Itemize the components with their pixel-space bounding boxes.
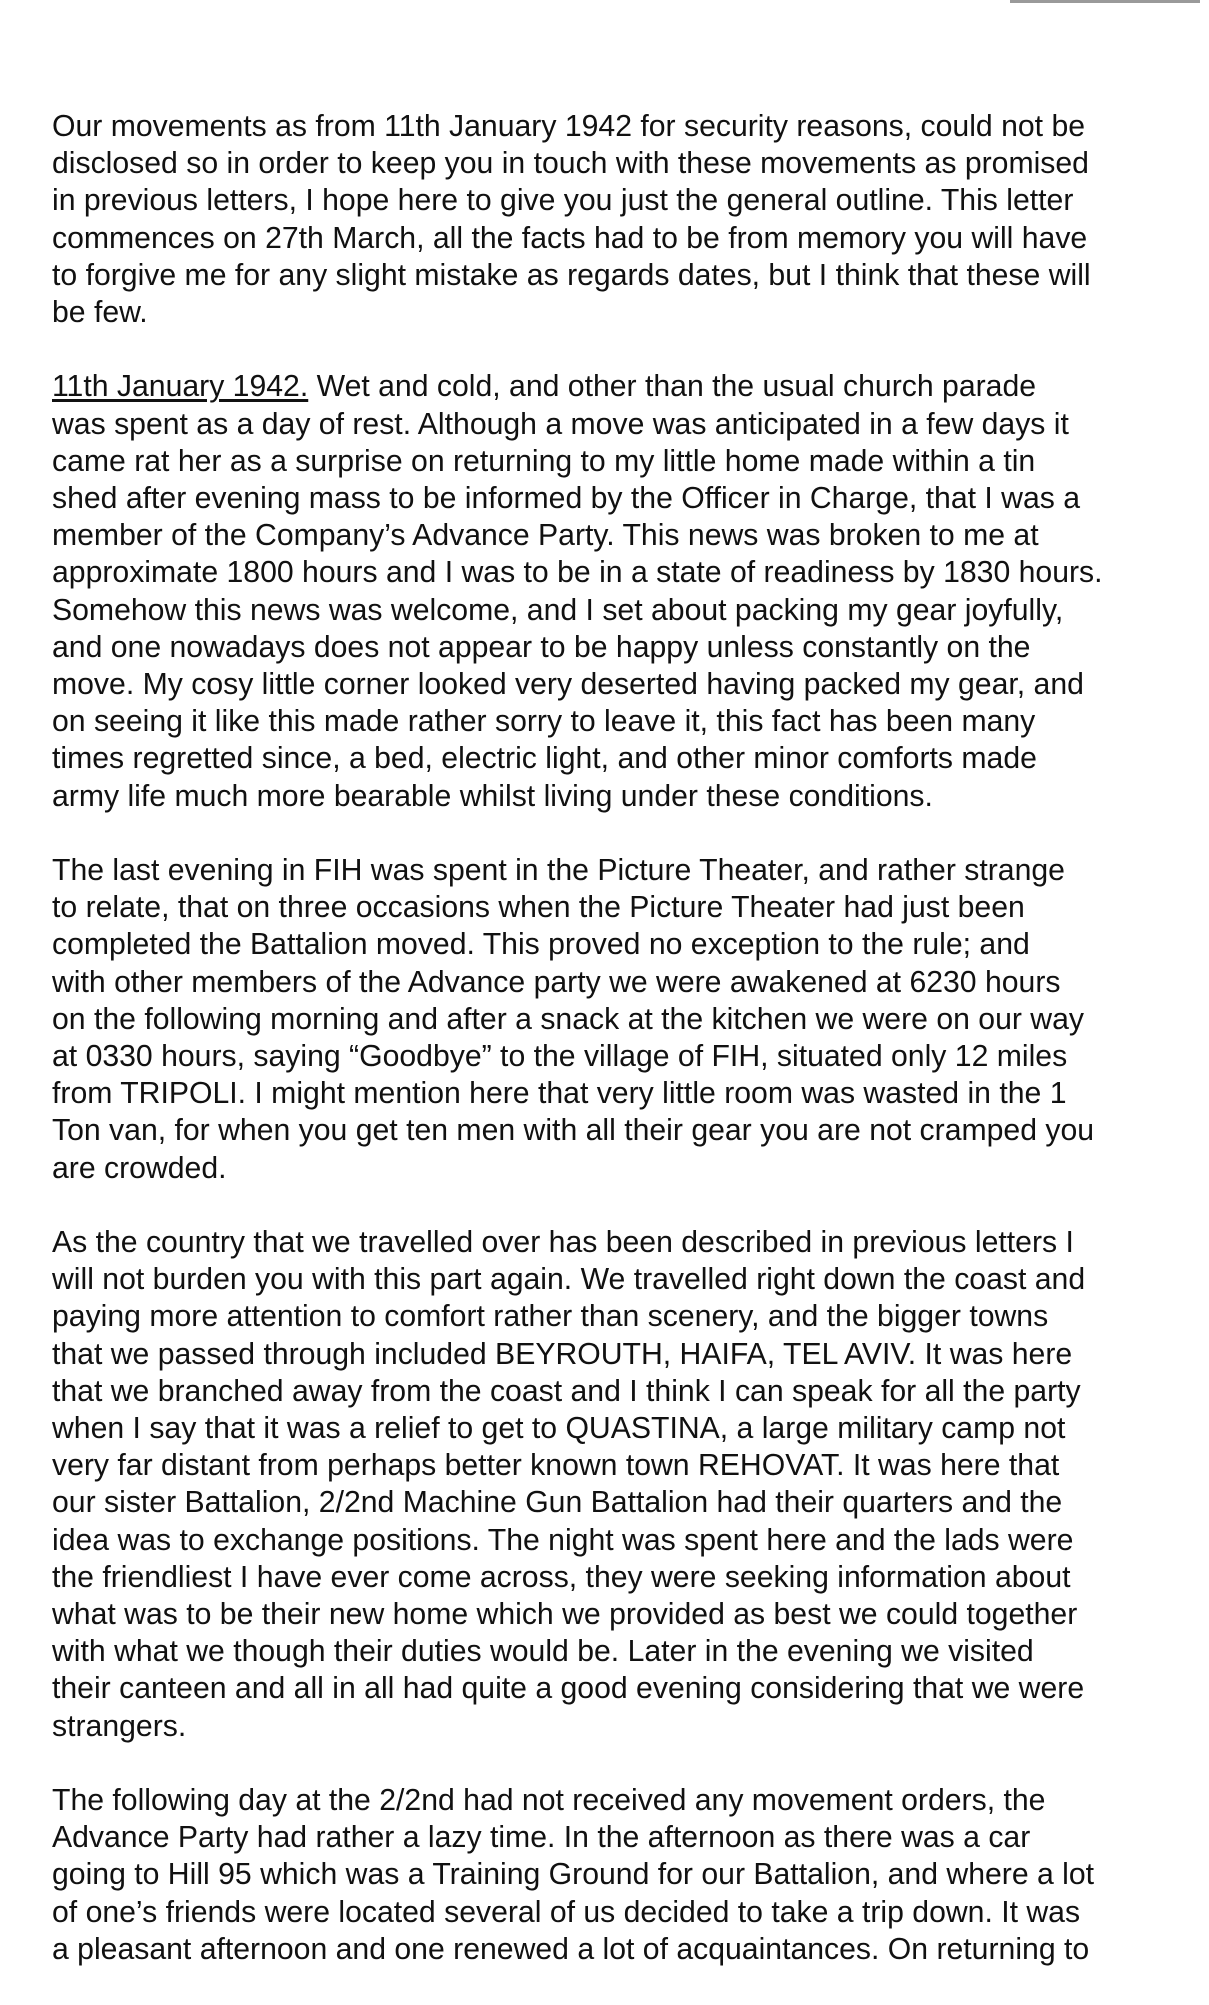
top-edge-rule [1010,0,1200,3]
text-line: their canteen and all in all had quite a good evening considering that we were [52,1672,1085,1706]
text-line: will not burden you with this part again. We travelled right down the coast and [52,1263,1086,1297]
text-line: move. My cosy little corner looked very deserted having packed my gear, and [52,668,1084,702]
text-line: shed after evening mass to be informed by the Officer in Charge, that I was a [52,482,1081,516]
text-line: times regretted since, a bed, electric light, and other minor comforts made [52,742,1037,776]
text-line: in previous letters, I hope here to give you just the general outline. This letter [52,184,1074,218]
paragraph-last-evening [52,852,1172,1187]
text-line: army life much more bearable whilst living under these conditions. [52,779,933,813]
text-line: was spent as a day of rest. Although a move was anticipated in a few days it [52,407,1069,441]
text-line: paying more attention to comfort rather than scenery, and the bigger towns [52,1300,1049,1334]
text-line [52,368,1172,405]
text-line: what was to be their new home which we provided as best we could together [52,1598,1078,1632]
text-line: came rat her as a surprise on returning to my little home made within a tin [52,444,1036,478]
letter-body [52,108,1172,2005]
paragraph-intro [52,108,1172,331]
text-line: the friendliest I have ever come across, they were seeking information about [52,1560,1071,1594]
paragraph-country [52,1224,1172,1745]
text-line: are crowded. [52,1151,227,1185]
text-line: disclosed so in order to keep you in touch with these movements as promised [52,147,1089,181]
text-line: our sister Battalion, 2/2nd Machine Gun Battalion had their quarters and the [52,1486,1063,1520]
text-line: commences on 27th March, all the facts had to be from memory you will have [52,221,1088,255]
text-line: The last evening in FIH was spent in the Picture Theater, and rather strange [52,854,1065,888]
text-line: Ton van, for when you get ten men with all their gear you are not cramped you [52,1114,1095,1148]
text-line: going to Hill 95 which was a Training Ground for our Battalion, and where a lot [52,1858,1095,1892]
text-line: at 0330 hours, saying “Goodbye” to the village of FIH, situated only 12 miles [52,1040,1068,1074]
text-line: of one’s friends were located several of us decided to take a trip down. It was [52,1895,1081,1929]
text-line: a pleasant afternoon and one renewed a lot of acquaintances. On returning to [52,1932,1090,1966]
text-line: be few. [52,296,148,330]
text-line: that we branched away from the coast and I think I can speak for all the party [52,1374,1081,1408]
text-line: approximate 1800 hours and I was to be in a state of readiness by 1830 hours. [52,556,1103,590]
text-line: when I say that it was a relief to get to QUASTINA, a large military camp not [52,1412,1066,1446]
paragraph-following-day [52,1782,1172,1968]
text-line: to relate, that on three occasions when the Picture Theater had just been [52,891,1025,925]
text-line: with other members of the Advance party we were awakened at 6230 hours [52,965,1061,999]
text-line: to forgive me for any slight mistake as regards dates, but I think that these will [52,258,1091,292]
text-line: and one nowadays does not appear to be happy unless constantly on the [52,630,1031,664]
date-heading: 11th January 1942. [52,370,309,404]
text-line: very far distant from perhaps better known town REHOVAT. It was here that [52,1449,1060,1483]
text-line: that we passed through included BEYROUTH, HAIFA, TEL AVIV. It was here [52,1337,1073,1371]
paragraph-11th-january [52,368,1172,814]
text-line: As the country that we travelled over has been described in previous letters I [52,1226,1074,1260]
text-line: idea was to exchange positions. The night was spent here and the lads were [52,1523,1074,1557]
date-heading-continuation: Wet and cold, and other than the usual church parade [308,370,1037,404]
text-line: on the following morning and after a snack at the kitchen we were on our way [52,1002,1084,1036]
text-line: on seeing it like this made rather sorry to leave it, this fact has been many [52,705,1036,739]
text-line: Somehow this news was welcome, and I set about packing my gear joyfully, [52,593,1064,627]
text-line: with what we though their duties would be. Later in the evening we visited [52,1635,1034,1669]
text-line: Our movements as from 11th January 1942 for security reasons, could not be [52,110,1086,143]
text-line: completed the Battalion moved. This proved no exception to the rule; and [52,928,1030,962]
text-line: strangers. [52,1709,187,1743]
text-line: from TRIPOLI. I might mention here that very little room was wasted in the 1 [52,1077,1067,1111]
text-line: Advance Party had rather a lazy time. In the afternoon as there was a car [52,1821,1031,1855]
text-line: member of the Company’s Advance Party. This news was broken to me at [52,519,1039,553]
text-line: The following day at the 2/2nd had not received any movement orders, the [52,1784,1046,1818]
